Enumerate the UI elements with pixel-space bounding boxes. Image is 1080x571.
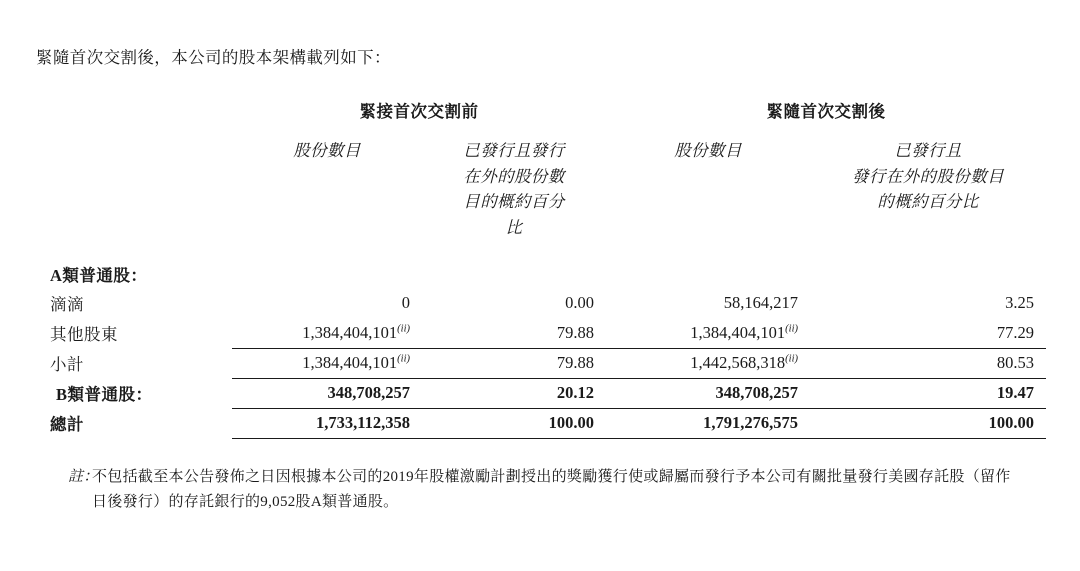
table-row	[34, 288, 1046, 318]
row-label-other-shareholders: 其他股東	[50, 325, 118, 345]
section-title-class-a: A類普通股：	[50, 266, 148, 286]
capitalization-table	[34, 98, 1046, 439]
column-header-percent-after: 已發行且 發行在外的股份數目 的概約百分比	[851, 141, 1005, 212]
cell-subtotal-shares-before: 1,384,404,101$^{(ii)}$	[232, 348, 422, 378]
column-header-shares-before: 股份數目	[293, 141, 361, 160]
cell-classb-shares-before: 348,708,257	[232, 378, 422, 408]
table-row	[34, 348, 1046, 378]
cell-subtotal-percent-after: 80.53	[810, 348, 1046, 378]
group-header-after: 緊隨首次交割後	[766, 102, 886, 121]
table-group-header-row	[34, 98, 1046, 138]
table-row	[34, 408, 1046, 438]
cell-total-shares-before: 1,733,112,358	[232, 408, 422, 438]
row-label-total: 總計	[50, 415, 84, 435]
cell-classb-percent-after: 19.47	[810, 378, 1046, 408]
footnote-text: 不包括截至本公告發佈之日因根據本公司的2019年股權激勵計劃授出的獎勵獲行使或歸屬而發行予本公司有關批量發行美國存託股（留作日後發行）的存託銀行的9,052股A類普通股。	[92, 468, 1011, 511]
row-label-subtotal: 小計	[50, 355, 84, 375]
table-row	[34, 378, 1046, 408]
cell-didi-percent-after: 3.25	[1005, 293, 1034, 313]
cell-total-shares-after: 1,791,276,575	[606, 408, 810, 438]
table-row	[34, 318, 1046, 348]
cell-other-shares-before: 1,384,404,101$^{(ii)}$	[302, 323, 410, 342]
cell-subtotal-shares-after: 1,442,568,318$^{(ii)}$	[606, 348, 810, 378]
cell-total-percent-before: 100.00	[422, 408, 606, 438]
cell-didi-percent-before: 0.00	[565, 293, 594, 313]
row-label-didi: 滴滴	[50, 295, 84, 315]
group-header-before: 緊接首次交割前	[359, 102, 479, 121]
column-header-shares-after: 股份數目	[674, 141, 742, 160]
section-header-row	[34, 246, 1046, 288]
cell-classb-percent-before: 20.12	[422, 378, 606, 408]
cell-other-shares-after: 1,384,404,101$^{(ii)}$	[690, 323, 798, 342]
cell-other-percent-after: 77.29	[996, 323, 1034, 342]
intro-paragraph: 緊隨首次交割後，本公司的股本架構載列如下：	[36, 48, 391, 67]
cell-subtotal-percent-before: 79.88	[422, 348, 606, 378]
column-header-percent-before: 已發行且發行 在外的股份數 目的概約百分 比	[463, 141, 565, 237]
footnote	[34, 465, 1046, 516]
table-column-header-row	[34, 138, 1046, 246]
cell-didi-shares-before: 0	[401, 293, 410, 313]
row-label-class-b: B類普通股：	[56, 385, 153, 405]
cell-classb-shares-after: 348,708,257	[606, 378, 810, 408]
cell-other-percent-before: 79.88	[556, 323, 594, 342]
footnote-marker: 註：	[68, 468, 99, 485]
cell-total-percent-after: 100.00	[810, 408, 1046, 438]
cell-didi-shares-after: 58,164,217	[723, 293, 798, 313]
